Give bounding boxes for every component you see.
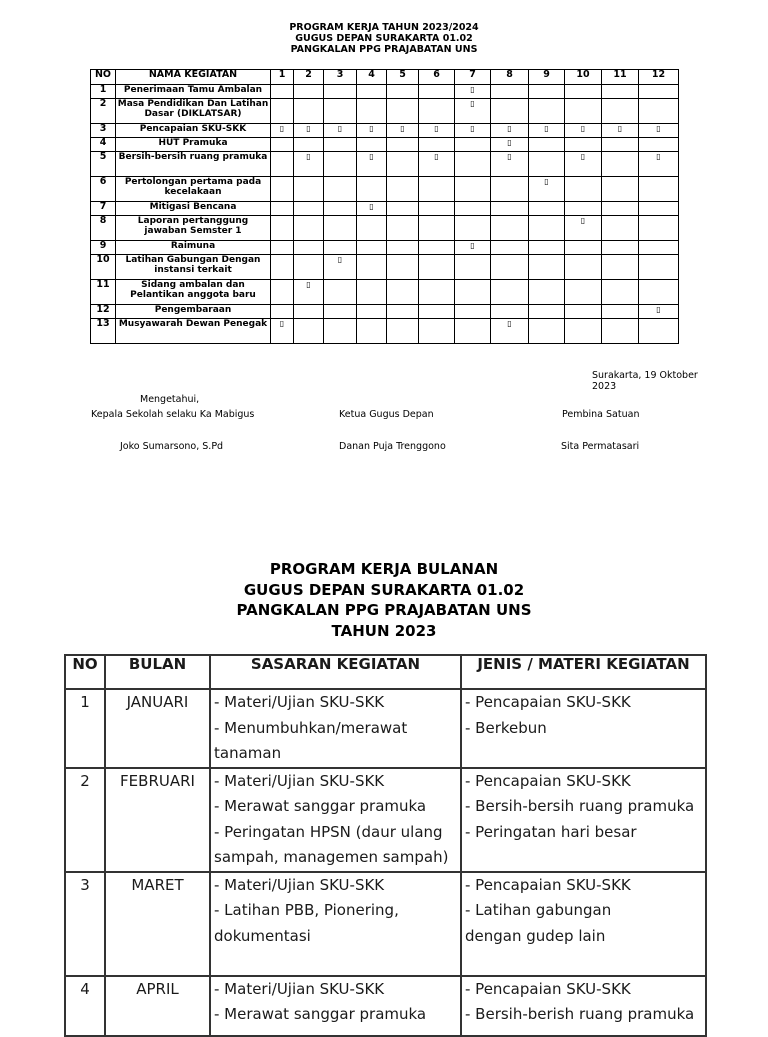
title-line: PROGRAM KERJA TAHUN 2023/2024 [289, 22, 479, 33]
month-cell-empty [565, 177, 602, 202]
month-cell-empty [271, 85, 294, 99]
table-row [91, 138, 679, 152]
month-cell-empty [387, 138, 419, 152]
title-line: GUGUS DEPAN SURAKARTA 01.02 [243, 580, 525, 599]
header-cell: 5 [387, 70, 419, 85]
month-cell-empty [491, 177, 529, 202]
month-cell-empty [565, 138, 602, 152]
month-cell-empty [324, 85, 357, 99]
month-cell-empty [602, 305, 639, 319]
month-cell-empty [491, 305, 529, 319]
month-cell-empty [529, 280, 565, 305]
month-cell-empty [357, 255, 387, 280]
month-cell-empty [529, 216, 565, 241]
activity-type [461, 689, 706, 768]
month-mark: ▯ [455, 85, 491, 99]
month-cell-empty [565, 85, 602, 99]
activity-name: Pencapaian SKU-SKK [116, 124, 271, 138]
month-mark: ▯ [419, 124, 455, 138]
month-mark: ▯ [455, 124, 491, 138]
cell-line: - Materi/Ujian SKU-SKK [214, 771, 385, 790]
month-cell-empty [294, 216, 324, 241]
month-cell-empty [602, 255, 639, 280]
month-cell-empty [455, 177, 491, 202]
month-cell-empty [455, 138, 491, 152]
month-name: APRIL [105, 976, 210, 1036]
month-cell-empty [565, 241, 602, 255]
header-cell: 3 [324, 70, 357, 85]
month-cell-empty [639, 138, 679, 152]
row-number: 13 [91, 319, 116, 344]
month-cell-empty [602, 241, 639, 255]
month-mark: ▯ [271, 319, 294, 344]
header-cell: 9 [529, 70, 565, 85]
month-cell-empty [455, 319, 491, 344]
activity-name: Musyawarah Dewan Penegak [116, 319, 271, 344]
month-cell-empty [602, 280, 639, 305]
cell-line: - Materi/Ujian SKU-SKK [214, 693, 385, 711]
month-cell-empty [271, 280, 294, 305]
row-number: 3 [91, 124, 116, 138]
month-cell-empty [602, 138, 639, 152]
row-number: 1 [91, 85, 116, 99]
month-mark: ▯ [271, 124, 294, 138]
month-cell-empty [357, 85, 387, 99]
month-cell-empty [419, 138, 455, 152]
header-jenis: JENIS / MATERI KEGIATAN [461, 655, 706, 689]
month-cell-empty [565, 319, 602, 344]
signer-role-ketua: Ketua Gugus Depan [339, 409, 434, 420]
activity-type [461, 976, 706, 1036]
month-cell-empty [491, 241, 529, 255]
month-cell-empty [271, 202, 294, 216]
activity-name: Pengembaraan [116, 305, 271, 319]
activity-name: Pertolongan pertama pada kecelakaan [116, 177, 271, 202]
month-cell-empty [455, 255, 491, 280]
month-cell-empty [387, 99, 419, 124]
activity-name: Penerimaan Tamu Ambalan [116, 85, 271, 99]
header-cell: 8 [491, 70, 529, 85]
month-cell-empty [387, 305, 419, 319]
month-cell-empty [271, 138, 294, 152]
cell-line: - Pencapaian SKU-SKK [465, 693, 631, 711]
month-cell-empty [271, 152, 294, 177]
month-cell-empty [565, 255, 602, 280]
month-cell-empty [529, 305, 565, 319]
signer-name-pembina: Sita Permatasari [561, 441, 640, 452]
month-cell-empty [455, 216, 491, 241]
month-mark: ▯ [565, 152, 602, 177]
month-cell-empty [529, 85, 565, 99]
month-cell-empty [565, 280, 602, 305]
month-cell-empty [271, 305, 294, 319]
table-row [91, 152, 679, 177]
table-header-row [65, 655, 706, 689]
mengetahui-label: Mengetahui, [140, 394, 200, 405]
month-cell-empty [324, 305, 357, 319]
cell-line: - Pencapaian SKU-SKK [465, 979, 631, 998]
monthly-program-table [64, 654, 707, 1037]
month-cell-empty [357, 241, 387, 255]
title-line: GUGUS DEPAN SURAKARTA 01.02 [295, 33, 473, 44]
cell-line: tanaman [214, 744, 282, 762]
month-mark: ▯ [639, 124, 679, 138]
header-cell: 10 [565, 70, 602, 85]
table-row [91, 202, 679, 216]
activity-type [461, 768, 706, 872]
month-cell-empty [357, 99, 387, 124]
header-cell: 2 [294, 70, 324, 85]
table-row [91, 216, 679, 241]
table-row [65, 689, 706, 768]
month-cell-empty [357, 280, 387, 305]
month-cell-empty [602, 177, 639, 202]
month-cell-empty [455, 152, 491, 177]
row-number: 12 [91, 305, 116, 319]
table-row [91, 85, 679, 99]
month-cell-empty [324, 319, 357, 344]
month-mark: ▯ [491, 124, 529, 138]
activity-name: Raimuna [116, 241, 271, 255]
month-mark: ▯ [529, 177, 565, 202]
table-row [65, 872, 706, 976]
month-mark: ▯ [387, 124, 419, 138]
month-cell-empty [294, 305, 324, 319]
month-cell-empty [491, 255, 529, 280]
month-cell-empty [565, 202, 602, 216]
month-cell-empty [294, 177, 324, 202]
month-mark: ▯ [455, 99, 491, 124]
month-cell-empty [602, 319, 639, 344]
month-cell-empty [602, 216, 639, 241]
activity-name: Laporan pertanggung jawaban Semster 1 [116, 216, 271, 241]
header-cell: NO [91, 70, 116, 85]
activity-name: Masa Pendidikan Dan Latihan Dasar (DIKLATSAR) [116, 99, 271, 124]
month-mark: ▯ [491, 138, 529, 152]
cell-line: - Berkebun [465, 718, 547, 737]
month-cell-empty [324, 138, 357, 152]
month-mark: ▯ [324, 255, 357, 280]
month-cell-empty [271, 255, 294, 280]
row-number: 4 [65, 976, 105, 1036]
month-mark: ▯ [357, 124, 387, 138]
activity-name: Bersih-bersih ruang pramuka [116, 152, 271, 177]
month-cell-empty [357, 216, 387, 241]
month-cell-empty [491, 216, 529, 241]
table-row [65, 768, 706, 872]
month-cell-empty [491, 280, 529, 305]
month-cell-empty [419, 280, 455, 305]
cell-line: - Peringatan HPSN (daur ulang [214, 822, 443, 841]
monthly-program-title [0, 559, 768, 641]
activity-name: HUT Pramuka [116, 138, 271, 152]
month-mark: ▯ [565, 124, 602, 138]
title-line: TAHUN 2023 [331, 621, 437, 640]
month-cell-empty [529, 241, 565, 255]
header-cell: 7 [455, 70, 491, 85]
month-cell-empty [294, 202, 324, 216]
month-cell-empty [455, 280, 491, 305]
table-row [65, 976, 706, 1036]
month-cell-empty [387, 255, 419, 280]
month-mark: ▯ [324, 124, 357, 138]
cell-line: - Latihan gabungan [465, 901, 612, 919]
month-name: MARET [105, 872, 210, 976]
row-number: 4 [91, 138, 116, 152]
row-number: 9 [91, 241, 116, 255]
month-cell-empty [529, 202, 565, 216]
place-date-line: Surakarta, 19 Oktober [592, 370, 698, 381]
title-line: PANGKALAN PPG PRAJABATAN UNS [290, 44, 478, 55]
month-mark: ▯ [639, 152, 679, 177]
month-cell-empty [271, 216, 294, 241]
month-cell-empty [455, 202, 491, 216]
signer-role-mabigus: Kepala Sekolah selaku Ka Mabigus [91, 409, 255, 420]
row-number: 5 [91, 152, 116, 177]
month-cell-empty [602, 85, 639, 99]
row-number: 6 [91, 177, 116, 202]
month-mark: ▯ [529, 124, 565, 138]
month-cell-empty [357, 319, 387, 344]
cell-line: - Materi/Ujian SKU-SKK [214, 875, 385, 894]
table-row [91, 124, 679, 138]
program-title-2023-2024 [0, 22, 768, 55]
month-cell-empty [639, 85, 679, 99]
cell-line: - Merawat sanggar pramuka [214, 797, 427, 815]
row-number: 10 [91, 255, 116, 280]
month-cell-empty [294, 319, 324, 344]
month-cell-empty [271, 99, 294, 124]
activity-name: Mitigasi Bencana [116, 202, 271, 216]
activity-name: Latihan Gabungan Dengan instansi terkait [116, 255, 271, 280]
month-cell-empty [294, 138, 324, 152]
month-cell-empty [529, 138, 565, 152]
month-cell-empty [294, 241, 324, 255]
cell-line: - Pencapaian SKU-SKK [465, 771, 631, 790]
activity-type [461, 872, 706, 976]
month-mark: ▯ [565, 216, 602, 241]
header-cell: 12 [639, 70, 679, 85]
place-date-line: 2023 [592, 381, 617, 392]
month-cell-empty [387, 152, 419, 177]
month-cell-empty [529, 319, 565, 344]
month-cell-empty [602, 99, 639, 124]
place-date [592, 370, 698, 392]
month-cell-empty [271, 177, 294, 202]
row-number: 2 [91, 99, 116, 124]
month-cell-empty [387, 280, 419, 305]
cell-line: - Merawat sanggar pramuka [214, 1005, 427, 1023]
month-cell-empty [455, 305, 491, 319]
month-cell-empty [419, 255, 455, 280]
month-mark: ▯ [419, 152, 455, 177]
cell-line: dokumentasi [214, 926, 311, 945]
signer-name-mabigus: Joko Sumarsono, S.Pd [120, 441, 224, 452]
month-cell-empty [419, 85, 455, 99]
month-cell-empty [357, 177, 387, 202]
header-cell: 4 [357, 70, 387, 85]
cell-line: - Menumbuhkan/merawat [214, 718, 408, 737]
row-number: 1 [65, 689, 105, 768]
month-cell-empty [491, 99, 529, 124]
month-cell-empty [419, 319, 455, 344]
month-cell-empty [387, 241, 419, 255]
cell-line: sampah, managemen sampah) [214, 848, 449, 866]
cell-line: - Bersih-bersih ruang pramuka [465, 797, 695, 815]
table-row [91, 177, 679, 202]
month-cell-empty [491, 202, 529, 216]
month-cell-empty [419, 177, 455, 202]
month-name: FEBRUARI [105, 768, 210, 872]
cell-line: - Peringatan hari besar [465, 822, 637, 841]
month-mark: ▯ [491, 319, 529, 344]
month-cell-empty [294, 85, 324, 99]
month-cell-empty [324, 216, 357, 241]
cell-line: - Latihan PBB, Pionering, [214, 901, 399, 919]
month-cell-empty [529, 152, 565, 177]
month-cell-empty [419, 99, 455, 124]
month-cell-empty [419, 241, 455, 255]
month-cell-empty [419, 305, 455, 319]
header-cell: 1 [271, 70, 294, 85]
target-activities [210, 768, 461, 872]
row-number: 2 [65, 768, 105, 872]
title-line: PROGRAM KERJA BULANAN [269, 560, 499, 578]
month-mark: ▯ [602, 124, 639, 138]
table-row [91, 319, 679, 344]
month-cell-empty [324, 177, 357, 202]
month-cell-empty [529, 99, 565, 124]
month-cell-empty [565, 305, 602, 319]
header-no: NO [65, 655, 105, 689]
month-cell-empty [357, 138, 387, 152]
table-row [91, 99, 679, 124]
month-cell-empty [639, 280, 679, 305]
header-sasaran: SASARAN KEGIATAN [210, 655, 461, 689]
month-cell-empty [639, 99, 679, 124]
month-cell-empty [602, 152, 639, 177]
month-mark: ▯ [357, 152, 387, 177]
month-cell-empty [602, 202, 639, 216]
header-bulan: BULAN [105, 655, 210, 689]
activity-name: Sidang ambalan dan Pelantikan anggota baru [116, 280, 271, 305]
month-cell-empty [357, 305, 387, 319]
table-header-row [91, 70, 679, 85]
month-cell-empty [419, 216, 455, 241]
row-number: 8 [91, 216, 116, 241]
month-cell-empty [324, 280, 357, 305]
month-cell-empty [324, 241, 357, 255]
target-activities [210, 872, 461, 976]
month-cell-empty [387, 85, 419, 99]
target-activities [210, 976, 461, 1036]
month-cell-empty [565, 99, 602, 124]
month-mark: ▯ [294, 280, 324, 305]
month-cell-empty [419, 202, 455, 216]
month-cell-empty [294, 255, 324, 280]
month-cell-empty [639, 241, 679, 255]
cell-line: - Bersih-berish ruang pramuka [465, 1005, 695, 1023]
month-cell-empty [271, 241, 294, 255]
table-row [91, 305, 679, 319]
month-cell-empty [639, 216, 679, 241]
month-cell-empty [529, 255, 565, 280]
month-cell-empty [639, 255, 679, 280]
annual-activity-table [90, 69, 679, 344]
row-number: 3 [65, 872, 105, 976]
cell-line: - Pencapaian SKU-SKK [465, 875, 631, 894]
table-row [91, 255, 679, 280]
month-cell-empty [324, 99, 357, 124]
month-mark: ▯ [639, 305, 679, 319]
month-cell-empty [639, 202, 679, 216]
month-mark: ▯ [357, 202, 387, 216]
header-cell: NAMA KEGIATAN [116, 70, 271, 85]
month-cell-empty [387, 319, 419, 344]
row-number: 7 [91, 202, 116, 216]
row-number: 11 [91, 280, 116, 305]
header-cell: 11 [602, 70, 639, 85]
table-row [91, 280, 679, 305]
month-cell-empty [639, 177, 679, 202]
cell-line: dengan gudep lain [465, 926, 606, 945]
month-mark: ▯ [491, 152, 529, 177]
month-cell-empty [294, 99, 324, 124]
month-cell-empty [387, 216, 419, 241]
signer-role-pembina: Pembina Satuan [562, 409, 640, 420]
cell-line: - Materi/Ujian SKU-SKK [214, 979, 385, 998]
month-mark: ▯ [294, 124, 324, 138]
month-cell-empty [387, 202, 419, 216]
month-name: JANUARI [105, 689, 210, 768]
month-cell-empty [639, 319, 679, 344]
month-cell-empty [324, 152, 357, 177]
title-line: PANGKALAN PPG PRAJABATAN UNS [236, 601, 532, 619]
header-cell: 6 [419, 70, 455, 85]
target-activities [210, 689, 461, 768]
month-mark: ▯ [455, 241, 491, 255]
month-cell-empty [387, 177, 419, 202]
table-row [91, 241, 679, 255]
signer-name-ketua: Danan Puja Trenggono [339, 441, 446, 452]
month-cell-empty [491, 85, 529, 99]
month-cell-empty [324, 202, 357, 216]
month-mark: ▯ [294, 152, 324, 177]
